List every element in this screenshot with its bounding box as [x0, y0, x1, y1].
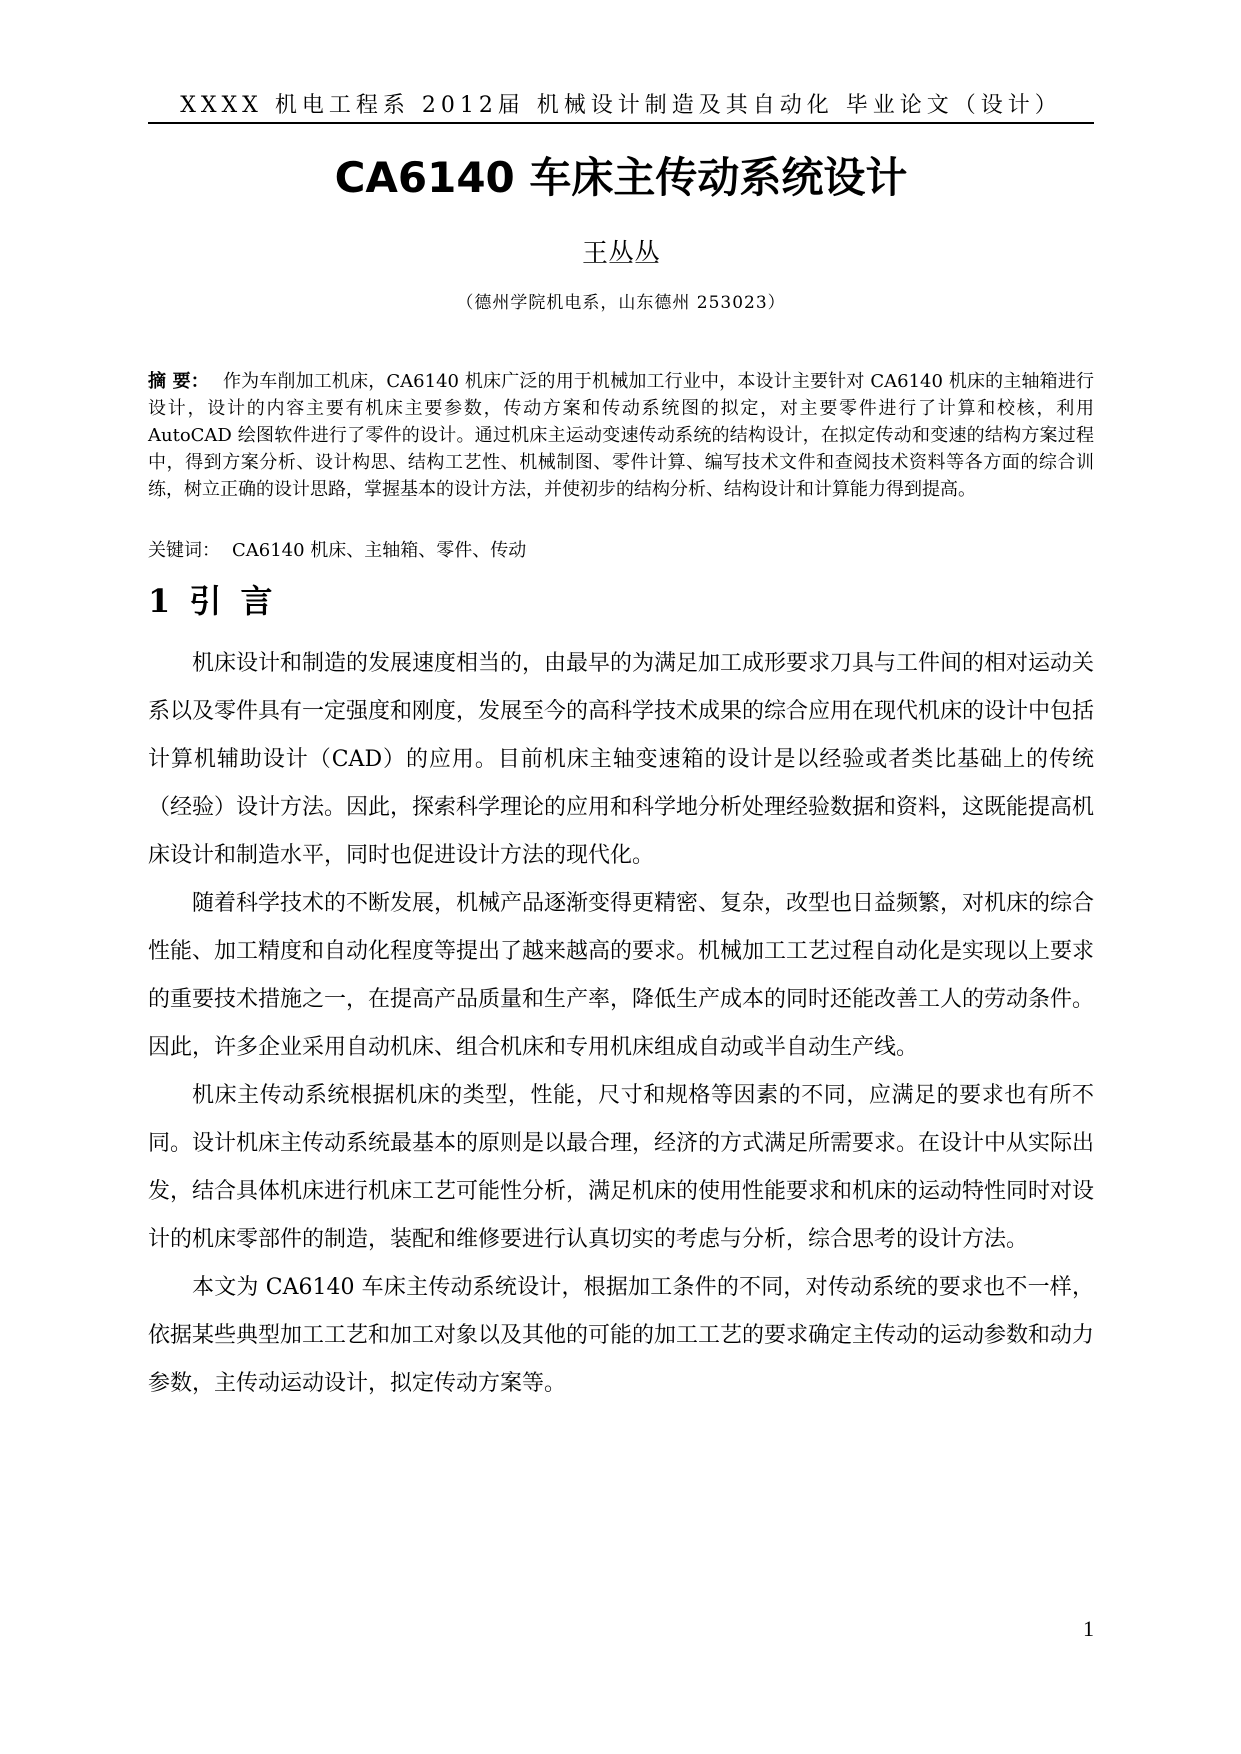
- keywords: [148, 537, 1094, 564]
- body-text: [148, 640, 1094, 1408]
- paragraph: 随着科学技术的不断发展，机械产品逐渐变得更精密、复杂，改型也日益频繁，对机床的综合性能、加工精度和自动化程度等提出了越来越高的要求。机械加工工艺过程自动化是实现以上要求的重要技术措施之一，在提高产品质量和生产率，降低生产成本的同时还能改善工人的劳动条件。因此，许多企业采用自动机床、组合机床和专用机床组成自动或半自动生产线。: [148, 891, 1095, 1060]
- abstract: [148, 368, 1094, 503]
- keywords-text: CA6140 机床、主轴箱、零件、传动: [232, 540, 527, 561]
- paragraph: 机床主传动系统根据机床的类型，性能，尺寸和规格等因素的不同，应满足的要求也有所不同。设计机床主传动系统最基本的原则是以最合理，经济的方式满足所需要求。在设计中从实际出发，结合具体机床进行机床工艺可能性分析，满足机床的使用性能要求和机床的运动特性同时对设计的机床零部件的制造，装配和维修要进行认真切实的考虑与分析，综合思考的设计方法。: [148, 1083, 1095, 1252]
- page-number: 1: [1083, 1616, 1094, 1641]
- abstract-text: 作为车削加工机床，CA6140 机床广泛的用于机械加工行业中，本设计主要针对 CA6140 机床的主轴箱进行设计，设计的内容主要有机床主要参数，传动方案和传动系统图的拟定，对主要零件进行了计算和校核，利用 AutoCAD 绘图软件进行了零件的设计。通过机床主运动变速传动系统的结构设计，在拟定传动和变速的结构方案过程中，得到方案分析、设计构思、结构工艺性、机械制图、零件计算、编写技术文件和查阅技术资料等各方面的综合训练，树立正确的设计思路，掌握基本的设计方法，并使初步的结构分析、结构设计和计算能力得到提高。: [148, 371, 1094, 500]
- abstract-label: 摘 要：: [148, 371, 209, 392]
- paragraph: 机床设计和制造的发展速度相当的，由最早的为满足加工成形要求刀具与工件间的相对运动关系以及零件具有一定强度和刚度，发展至今的高科学技术成果的综合应用在现代机床的设计中包括计算机辅助设计（CAD）的应用。目前机床主轴变速箱的设计是以经验或者类比基础上的传统（经验）设计方法。因此，探索科学理论的应用和科学地分析处理经验数据和资料，这既能提高机床设计和制造水平，同时也促进设计方法的现代化。: [148, 651, 1095, 868]
- running-header: XXXX 机电工程系 2012届 机械设计制造及其自动化 毕业论文（设计）: [180, 93, 1062, 118]
- author-affiliation: （德州学院机电系，山东德州 253023）: [456, 293, 786, 313]
- author-name: 王丛丛: [581, 239, 660, 269]
- keywords-label: 关键词：: [148, 540, 220, 561]
- section-heading-introduction: 1 引 言: [148, 582, 277, 620]
- header-rule: [148, 122, 1094, 124]
- paper-title: CA6140 车床主传动系统设计: [334, 153, 908, 202]
- paragraph: 本文为 CA6140 车床主传动系统设计，根据加工条件的不同，对传动系统的要求也不一样，依据某些典型加工工艺和加工对象以及其他的可能的加工工艺的要求确定主传动的运动参数和动力参数，主传动运动设计，拟定传动方案等。: [148, 1275, 1095, 1396]
